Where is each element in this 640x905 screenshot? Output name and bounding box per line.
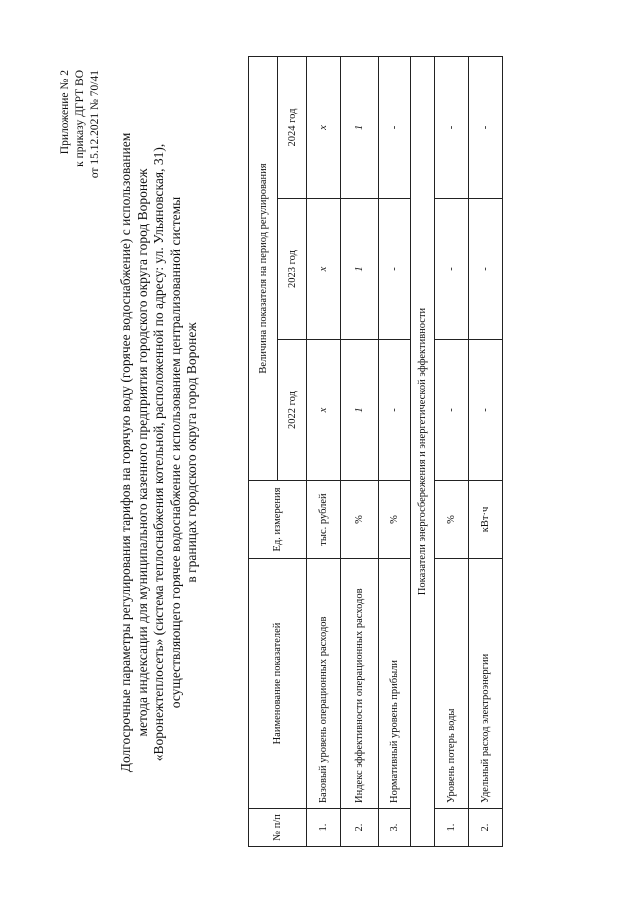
row-value-2022: 1 bbox=[341, 340, 379, 481]
col-header-2023: 2023 год bbox=[278, 199, 307, 340]
row-name: Удельный расход электроэнергии bbox=[469, 559, 503, 809]
row-num: 3. bbox=[379, 809, 411, 847]
table-row bbox=[307, 56, 341, 846]
row-unit: % bbox=[379, 481, 411, 559]
order-date: от 15.12.2021 № 70/41 bbox=[89, 70, 101, 179]
row-value-2023: - bbox=[379, 199, 411, 340]
row-value-2023: 1 bbox=[341, 199, 379, 340]
row-value-2022: - bbox=[469, 340, 503, 481]
row-value-2024: - bbox=[469, 56, 503, 198]
row-name: Базовый уровень операционных расходов bbox=[307, 559, 341, 809]
col-header-period: Величина показателя на период регулирования bbox=[249, 56, 278, 480]
appendix-header bbox=[58, 70, 103, 178]
row-num: 1. bbox=[307, 809, 341, 847]
table-row bbox=[379, 56, 411, 846]
row-num: 2. bbox=[469, 809, 503, 847]
title-line: метода индексации для муниципального казенного предприятия городского округа город Воронеж bbox=[134, 168, 150, 737]
title-line: «Воронежтеплосеть» (система теплоснабжения котельной, расположенной по адресу: ул. Ульяновская, 31), bbox=[151, 143, 166, 762]
section-title: Показатели энергосбережения и энергетической эффективности bbox=[411, 56, 435, 846]
row-value-2024: x bbox=[307, 56, 341, 198]
title-line: осуществляющего горячее водоснабжение с использованием централизованной системы bbox=[167, 196, 183, 709]
row-value-2023: - bbox=[435, 199, 469, 340]
table-row bbox=[469, 56, 503, 846]
col-header-num: № п/п bbox=[249, 809, 307, 847]
row-name: Нормативный уровень прибыли bbox=[379, 559, 411, 809]
row-unit: кВт·ч bbox=[469, 481, 503, 559]
title-line: Долгосрочные параметры регулирования тарифов на горячую воду (горячее водоснабжение) с использованием bbox=[118, 132, 133, 773]
row-num: 2. bbox=[341, 809, 379, 847]
row-value-2022: x bbox=[307, 340, 341, 481]
row-value-2024: 1 bbox=[341, 56, 379, 198]
row-value-2022: - bbox=[379, 340, 411, 481]
row-name: Индекс эффективности операционных расходов bbox=[341, 559, 379, 809]
col-header-2024: 2024 год bbox=[278, 56, 307, 198]
parameters-table bbox=[248, 56, 503, 847]
col-header-name: Наименование показателей bbox=[249, 559, 307, 809]
order-reference: к приказу ДГРТ ВО bbox=[74, 70, 86, 167]
row-unit: % bbox=[435, 481, 469, 559]
section-header-row bbox=[411, 56, 435, 846]
row-name: Уровень потерь воды bbox=[435, 559, 469, 809]
document-title bbox=[118, 60, 201, 845]
col-header-unit: Ед. измерения bbox=[249, 481, 307, 559]
row-value-2023: x bbox=[307, 199, 341, 340]
table-header-row bbox=[249, 56, 278, 846]
row-unit: % bbox=[341, 481, 379, 559]
col-header-2022: 2022 год bbox=[278, 340, 307, 481]
row-value-2022: - bbox=[435, 340, 469, 481]
appendix-number: Приложение № 2 bbox=[59, 70, 71, 155]
row-unit: тыс. рублей bbox=[307, 481, 341, 559]
row-num: 1. bbox=[435, 809, 469, 847]
row-value-2023: - bbox=[469, 199, 503, 340]
row-value-2024: - bbox=[379, 56, 411, 198]
table-row bbox=[341, 56, 379, 846]
title-line: в границах городского округа город Воронеж bbox=[184, 322, 199, 583]
row-value-2024: - bbox=[435, 56, 469, 198]
table-row bbox=[435, 56, 469, 846]
